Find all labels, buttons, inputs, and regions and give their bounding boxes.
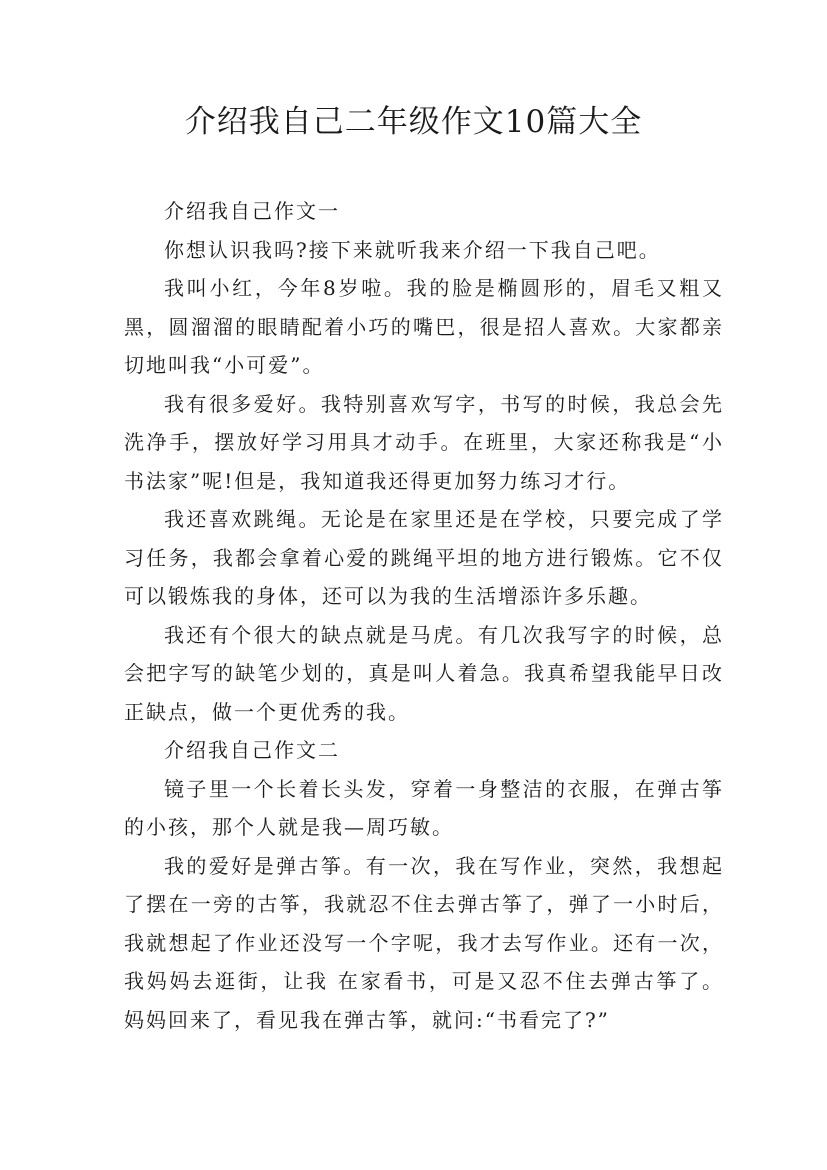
section-heading: 介绍我自己作文二 [164,738,340,762]
section-heading: 介绍我自己作文一 [164,199,340,223]
paragraph: 我还喜欢跳绳。无论是在家里还是在学校，只要完成了学习任务，我都会拿着心爱的跳绳平坦的地方进行锻炼。它不仅可以锻炼我的身体，还可以为我的生活增添许多乐趣。 [124,507,724,608]
document-body [124,192,724,1039]
paragraph: 镜子里一个长着长头发，穿着一身整洁的衣服，在弹古筝的小孩，那个人就是我—周巧敏。 [124,776,724,839]
paragraph: 我有很多爱好。我特别喜欢写字，书写的时候，我总会先洗净手，摆放好学习用具才动手。在班里，大家还称我是“小书法家”呢!但是，我知道我还得更加努力练习才行。 [124,391,724,493]
paragraph: 我还有个很大的缺点就是马虎。有几次我写字的时候，总会把字写的缺笔少划的，真是叫人着急。我真希望我能早日改正缺点，做一个更优秀的我。 [124,622,724,724]
paragraph: 你想认识我吗?接下来就听我来介绍一下我自己吧。 [164,237,661,262]
document-title: 介绍我自己二年级作文10篇大全 [184,104,643,140]
paragraph: 我的爱好是弹古筝。有一次，我在写作业，突然，我想起了摆在一旁的古筝，我就忍不住去弹古筝了，弹了一小时后，我就想起了作业还没写一个字呢，我才去写作业。还有一次，我妈妈去逛街，让我 在家看书，可是又忍不住去弹古筝了。妈妈回来了，看见我在弹古筝，就问:“书看完了?” [124,853,724,1032]
paragraph: 我叫小红，今年8岁啦。我的脸是椭圆形的，眉毛又粗又黑，圆溜溜的眼睛配着小巧的嘴巴，很是招人喜欢。大家都亲切地叫我“小可爱”。 [124,276,724,377]
